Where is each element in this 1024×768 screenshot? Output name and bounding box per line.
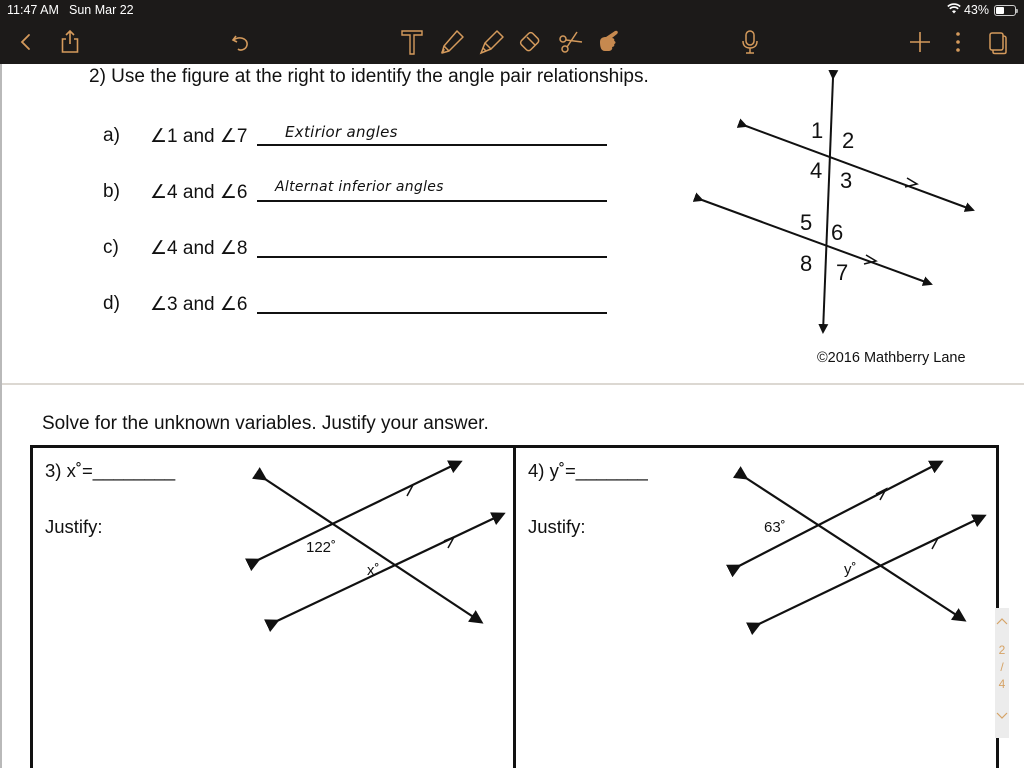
- status-right: [947, 3, 1016, 17]
- angle-label-8: 8: [800, 251, 813, 276]
- page-separator: /: [1000, 660, 1004, 674]
- text-icon: [398, 28, 426, 56]
- wifi-icon: [947, 3, 961, 17]
- add-button[interactable]: [904, 26, 936, 58]
- angle-label-5: 5: [800, 210, 813, 235]
- status-date: Sun Mar 22: [69, 3, 134, 17]
- back-button[interactable]: [10, 26, 42, 58]
- chevron-up-icon: [996, 617, 1008, 625]
- more-button[interactable]: [942, 26, 974, 58]
- page-up-button[interactable]: [996, 614, 1008, 628]
- question-3-prompt[interactable]: 3) x˚=________: [45, 460, 176, 481]
- eraser-icon: [516, 28, 544, 56]
- share-button[interactable]: [54, 26, 86, 58]
- pen-tool-button[interactable]: [436, 26, 468, 58]
- question-3-justify-label: Justify:: [45, 516, 103, 537]
- handwritten-answer: Alternat inferior angles: [275, 179, 444, 195]
- given-angle-label: 122˚: [306, 539, 337, 556]
- text-tool-button[interactable]: [396, 26, 428, 58]
- current-page: 2: [998, 643, 1006, 657]
- parallel-lines-figure: [692, 64, 992, 344]
- answer-line[interactable]: [257, 200, 607, 202]
- microphone-icon: [736, 28, 764, 56]
- angle-label-3: 3: [840, 168, 853, 193]
- item-letter: d): [103, 293, 120, 314]
- item-letter: b): [103, 181, 120, 202]
- page-down-button[interactable]: [996, 709, 1008, 723]
- question-4-box: [513, 445, 999, 768]
- microphone-button[interactable]: [734, 26, 766, 58]
- battery-percent: 43%: [963, 3, 989, 17]
- toolbar: [0, 22, 1024, 64]
- question-2-title: 2) Use the figure at the right to identify the angle pair relationships.: [89, 66, 649, 87]
- section-divider: [2, 383, 1024, 385]
- question-3-box: [30, 445, 516, 768]
- undo-button[interactable]: [225, 26, 257, 58]
- pages-button[interactable]: [981, 26, 1013, 58]
- copyright-text: ©2016 Mathberry Lane: [817, 350, 966, 366]
- page-navigator: [995, 608, 1009, 738]
- highlighter-tool-button[interactable]: [476, 26, 508, 58]
- status-time: 11:47 AM: [7, 3, 59, 17]
- question-4-justify-label: Justify:: [528, 516, 586, 537]
- answer-line[interactable]: [257, 144, 607, 146]
- answer-line[interactable]: [257, 256, 607, 258]
- share-icon: [56, 28, 84, 56]
- angle-pair: ∠3 and ∠6: [150, 294, 248, 315]
- question-4-diagram: [726, 456, 996, 641]
- total-pages: 4: [998, 677, 1006, 691]
- battery-icon: [994, 5, 1016, 16]
- question-3-diagram: [245, 456, 515, 641]
- undo-icon: [227, 28, 255, 56]
- chevron-down-icon: [996, 712, 1008, 720]
- lasso-tool-button[interactable]: [555, 26, 587, 58]
- scissors-icon: [557, 28, 585, 56]
- solve-instructions: Solve for the unknown variables. Justify your answer.: [42, 413, 489, 434]
- angle-label-4: 4: [810, 158, 823, 183]
- angle-pair: ∠4 and ∠6: [150, 182, 248, 203]
- item-letter: a): [103, 125, 120, 146]
- pages-icon: [983, 28, 1011, 56]
- unknown-angle-label: x˚: [367, 562, 380, 579]
- item-letter: c): [103, 237, 119, 258]
- question-4-prompt[interactable]: 4) y˚=_______: [528, 460, 648, 481]
- angle-label-1: 1: [811, 118, 824, 143]
- angle-label-6: 6: [831, 220, 844, 245]
- document-page[interactable]: [0, 64, 1024, 768]
- pen-icon: [438, 28, 466, 56]
- status-bar: [0, 0, 1024, 22]
- angle-label-7: 7: [836, 260, 849, 285]
- given-angle-label: 63˚: [764, 519, 786, 536]
- unknown-angle-label: y˚: [844, 561, 857, 578]
- angle-label-2: 2: [842, 128, 855, 153]
- answer-line[interactable]: [257, 312, 607, 314]
- angle-pair: ∠4 and ∠8: [150, 238, 248, 259]
- highlighter-icon: [478, 28, 506, 56]
- hand-tool-button[interactable]: [593, 26, 625, 58]
- handwritten-answer: Extirior angles: [285, 123, 398, 141]
- more-vertical-icon: [944, 28, 972, 56]
- angle-pair: ∠1 and ∠7: [150, 126, 248, 147]
- page-indicator: [999, 642, 1006, 693]
- eraser-tool-button[interactable]: [514, 26, 546, 58]
- plus-icon: [906, 28, 934, 56]
- chevron-left-icon: [12, 28, 40, 56]
- pointing-hand-icon: [595, 28, 623, 56]
